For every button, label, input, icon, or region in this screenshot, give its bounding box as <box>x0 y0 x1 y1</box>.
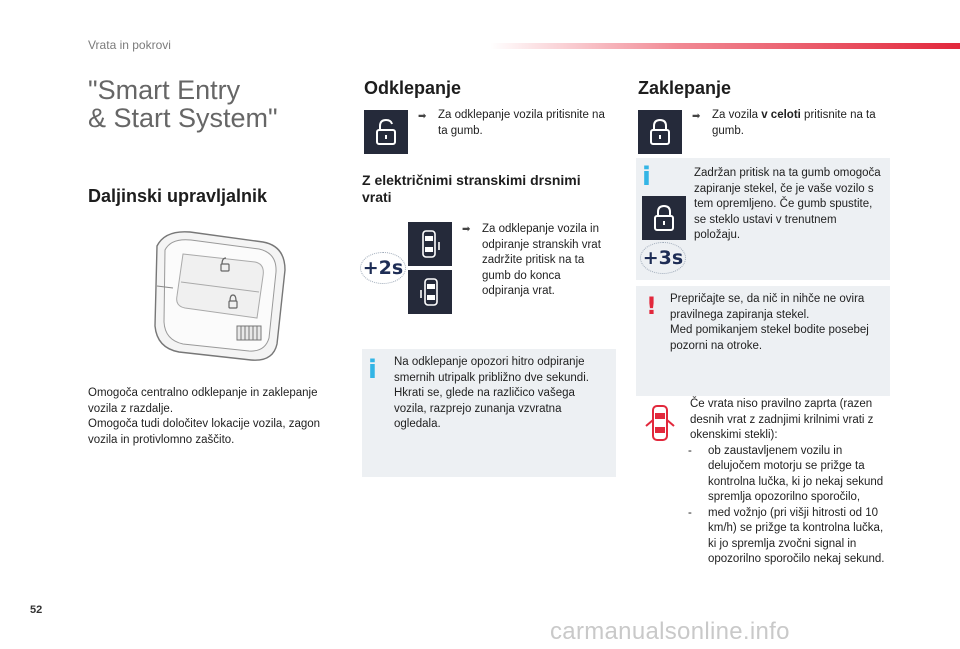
page-title-line1: "Smart Entry <box>88 75 241 105</box>
bullet-arrow-icon: ➡ <box>418 111 427 122</box>
page-title <box>88 76 278 132</box>
page-number: 52 <box>30 604 43 616</box>
window-warning-line2: Med pomikanjem stekel bodite posebej pozorni na otroke. <box>670 324 869 352</box>
unlock-instruction: Za odklepanje vozila pritisnite na ta gumb. <box>438 109 605 137</box>
lock-icon <box>652 204 676 232</box>
list-item: - med vožnjo (pri višji hitrosti od 10 km/h) se prižge ta kontrolna lučka, ki jo spremlja zvočni signal in opozorilno sporočilo nekaj sekund. <box>686 506 890 568</box>
lock-button-image <box>638 110 682 154</box>
list-item: - ob zaustavljenem vozilu in delujočem motorju se prižge ta kontrolna lučka, ki jo nekaj sekund spremlja opozorilno sporočilo, <box>686 444 890 506</box>
remote-description <box>88 386 338 448</box>
lock-hold-text: Zadržan pritisk na ta gumb omogoča zapiranje stekel, če je vaše vozilo s tem opremljeno. Če gumb spustite, se steklo ustavi v trenutnem položaju. <box>694 167 881 241</box>
hold-2s-label: +2s <box>362 257 404 279</box>
window-warning-box <box>636 286 890 396</box>
unlocking-heading: Odklepanje <box>364 78 462 98</box>
hold-3s-badge <box>640 242 686 274</box>
hold-2s-badge <box>360 252 406 284</box>
unlock-info-text: Na odklepanje opozori hitro odpiranje smernih utripalk približno dve sekundi. Hkrati se, glede na različico vašega vozila, razprejo zunanja vzvratna ogledala. <box>394 356 589 430</box>
remote-control-heading: Daljinski upravljalnik <box>88 186 268 206</box>
lock-instruction-post: pritisnite na ta gumb. <box>712 109 876 137</box>
bullet-arrow-icon: ➡ <box>462 224 471 235</box>
info-icon: i <box>642 162 651 192</box>
lock-instruction-pre: Za vozila <box>712 109 762 121</box>
sliding-door-button-2 <box>408 270 452 314</box>
bullet-arrow-icon: ➡ <box>692 111 701 122</box>
window-warning-text <box>670 292 882 354</box>
hold-3s-label: +3s <box>642 247 684 269</box>
lock-instruction-bold: v celoti <box>761 109 801 121</box>
door-warning-list <box>686 444 890 568</box>
sliding-door-button-1 <box>408 222 452 266</box>
page-title-line2: & Start System" <box>88 103 278 133</box>
remote-key-fob-image <box>145 226 295 366</box>
sliding-door-icon <box>417 275 443 309</box>
door-open-warning-icon <box>644 402 676 449</box>
door-not-closed-intro: Če vrata niso pravilno zaprta (razen desnih vrat z zadnjimi krilnimi vrati z okenskimi stekli): <box>690 398 874 441</box>
header-accent-bar <box>490 43 960 49</box>
remote-description-line2: Omogoča tudi določitev lokacije vozila, zagon vozila in protivlomno zaščito. <box>88 418 321 446</box>
lock-hold-info-box <box>636 158 890 280</box>
lock-button-image-2 <box>642 196 686 240</box>
fob-grip-icon <box>237 326 261 340</box>
door-not-closed-text <box>690 397 890 568</box>
info-icon: i <box>368 355 377 385</box>
lock-icon <box>648 118 672 146</box>
watermark: carmanualsonline.info <box>550 618 790 645</box>
sliding-doors-instruction: Za odklepanje vozila in odpiranje stranskih vrat zadržite pritisk na ta gumb do konca odpiranja vrat. <box>482 223 601 297</box>
lock-instruction <box>712 108 888 139</box>
unlock-icon <box>374 118 398 146</box>
window-warning-line1: Prepričajte se, da nič in nihče ne ovira pravilnega zapiranja stekel. <box>670 293 865 321</box>
section-header: Vrata in pokrovi <box>88 38 171 52</box>
unlock-info-box <box>362 349 616 477</box>
sliding-doors-heading: Z električnimi stranskimi drsnimi vrati <box>362 172 581 205</box>
remote-description-line1: Omogoča centralno odklepanje in zaklepanje vozila z razdalje. <box>88 387 318 415</box>
locking-heading: Zaklepanje <box>638 78 732 98</box>
warning-icon: ! <box>646 292 657 320</box>
unlock-button-image <box>364 110 408 154</box>
sliding-door-icon <box>417 227 443 261</box>
